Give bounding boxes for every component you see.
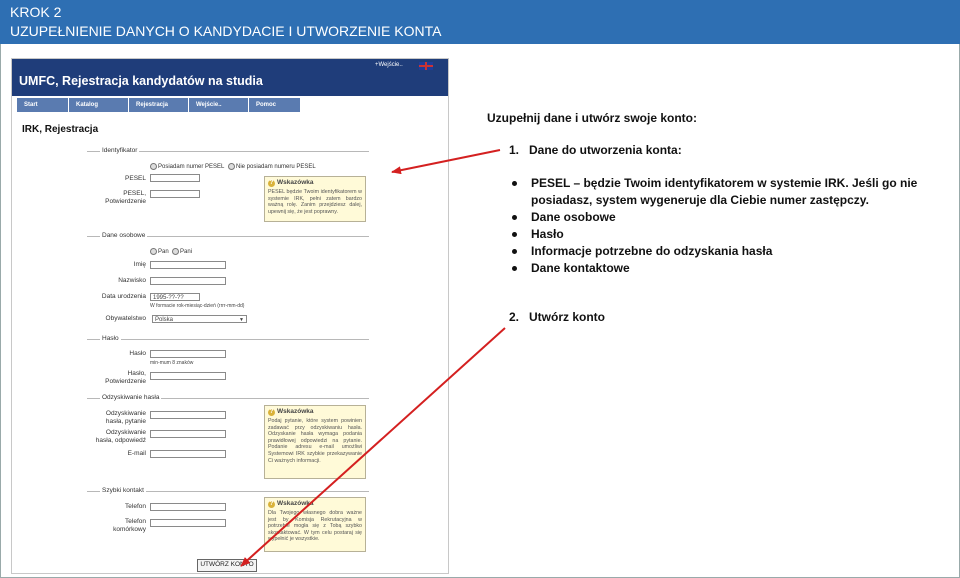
radio-label: Pan [158,249,169,256]
label-telefon: Telefon [125,503,146,510]
hint-title: Wskazówka [277,408,314,415]
password-hint: min-mum 8 znaków [150,360,194,366]
label-obywatelstwo: Obywatelstwo [105,315,146,322]
label-haslo: Hasło [129,350,146,357]
birth-date-input[interactable]: 1995-??-?? [150,293,200,301]
site-title: UMFC, Rejestracja kandydatów na studia [19,74,263,88]
login-link[interactable]: +Wejście.. [375,62,403,68]
label-pytanie: Odzyskiwanie hasła, pytanie [105,410,146,425]
nav-katalog[interactable]: Katalog [69,98,129,112]
hint-title: Wskazówka [277,500,314,507]
hint-text: Podaj pytanie, które system powinien zadawać przy odzyskiwaniu hasła. Odzyskanie hasła wymaga podania prawidłowej odpowiedzi na pytanie. Podanie adresu e-mail umożliwi Systemowi IRK szybkie przekazywanie Ci ważnych informacji. [268,418,362,464]
label-imie: Imię [133,261,146,268]
instructions-heading: Uzupełnij dane i utwórz swoje konto: [487,111,698,125]
label-telefon-kom: Telefon komórkowy [113,518,146,533]
question-icon: ? [269,180,274,186]
arrow-to-pesel [392,150,500,172]
label-nazwisko: Nazwisko [118,277,146,284]
nav-rejestracja[interactable]: Rejestracja [129,98,189,112]
step-1: 1. Dane do utworzenia konta: [509,143,682,157]
page-title: IRK, Rejestracja [22,124,99,135]
birth-format-note: W formacie rok-miesiąc-dzień (rrrr-mm-dd) [150,303,245,309]
create-account-button[interactable]: UTWÓRZ KONTO [197,559,257,572]
nav-start[interactable]: Start [17,98,69,112]
hint-text: Dla Twojego własnego dobra ważne jest by Komisja Rekrutacyjna w potrzebie mogła się z Tobą szybko skontaktować. W tym celu postaraj się wypełnić je wszystkie. [268,510,362,543]
arrow-to-submit [241,328,505,566]
section-dane-osobowe: Dane osobowe [102,232,146,239]
hint-text: PESEL będzie Twoim identyfikatorem w systemie IRK, pełni zatem bardzo ważną rolę. Zanim przejdziesz dalej, upewnij się, że jest poprawny. [268,189,362,215]
step-2: 2. Utwórz konto [509,310,605,324]
radio-label: Nie posiadam numeru PESEL [236,164,316,171]
list-item: Dane osobowe [509,209,949,226]
nav-pomoc[interactable]: Pomoc [249,98,301,112]
list-item: Dane kontaktowe [509,260,949,277]
section-haslo: Hasło [102,335,119,342]
label-data-urodzenia: Data urodzenia [101,293,146,300]
chevron-down-icon: ▼ [239,317,244,323]
radio-label: Pani [180,249,193,256]
label-odpowiedz: Odzyskiwanie hasła, odpowiedź [95,429,146,444]
hint-title: Wskazówka [277,179,314,186]
label-pesel-confirm: PESEL, Potwierdzenie [105,190,146,205]
label-email: E-mail [127,450,146,457]
step-title: UZUPEŁNIENIE DANYCH O KANDYDACIE I UTWORZENIE KONTA [10,23,442,39]
section-szybki-kontakt: Szybki kontakt [102,487,144,494]
list-item: PESEL – będzie Twoim identyfikatorem w systemie IRK. Jeśli go nie posiadasz, system wygeneruje dla Ciebie numer zastępczy. [509,175,949,209]
label-pesel: PESEL [125,175,146,182]
list-item: Informacje potrzebne do odzyskania hasła [509,243,949,260]
list-item: Hasło [509,226,949,243]
citizenship-value: Polska [155,317,174,323]
section-odzyskiwanie: Odzyskiwanie hasła [102,394,160,401]
nav-wejscie[interactable]: Wejście.. [189,98,249,112]
label-haslo-confirm: Hasło, Potwierdzenie [105,370,146,385]
radio-label: Posiadam numer PESEL [158,164,225,171]
question-icon: ? [269,501,274,507]
section-identyfikator: Identyfikator [102,147,138,154]
question-icon: ? [269,409,274,415]
step-number: KROK 2 [10,4,62,20]
